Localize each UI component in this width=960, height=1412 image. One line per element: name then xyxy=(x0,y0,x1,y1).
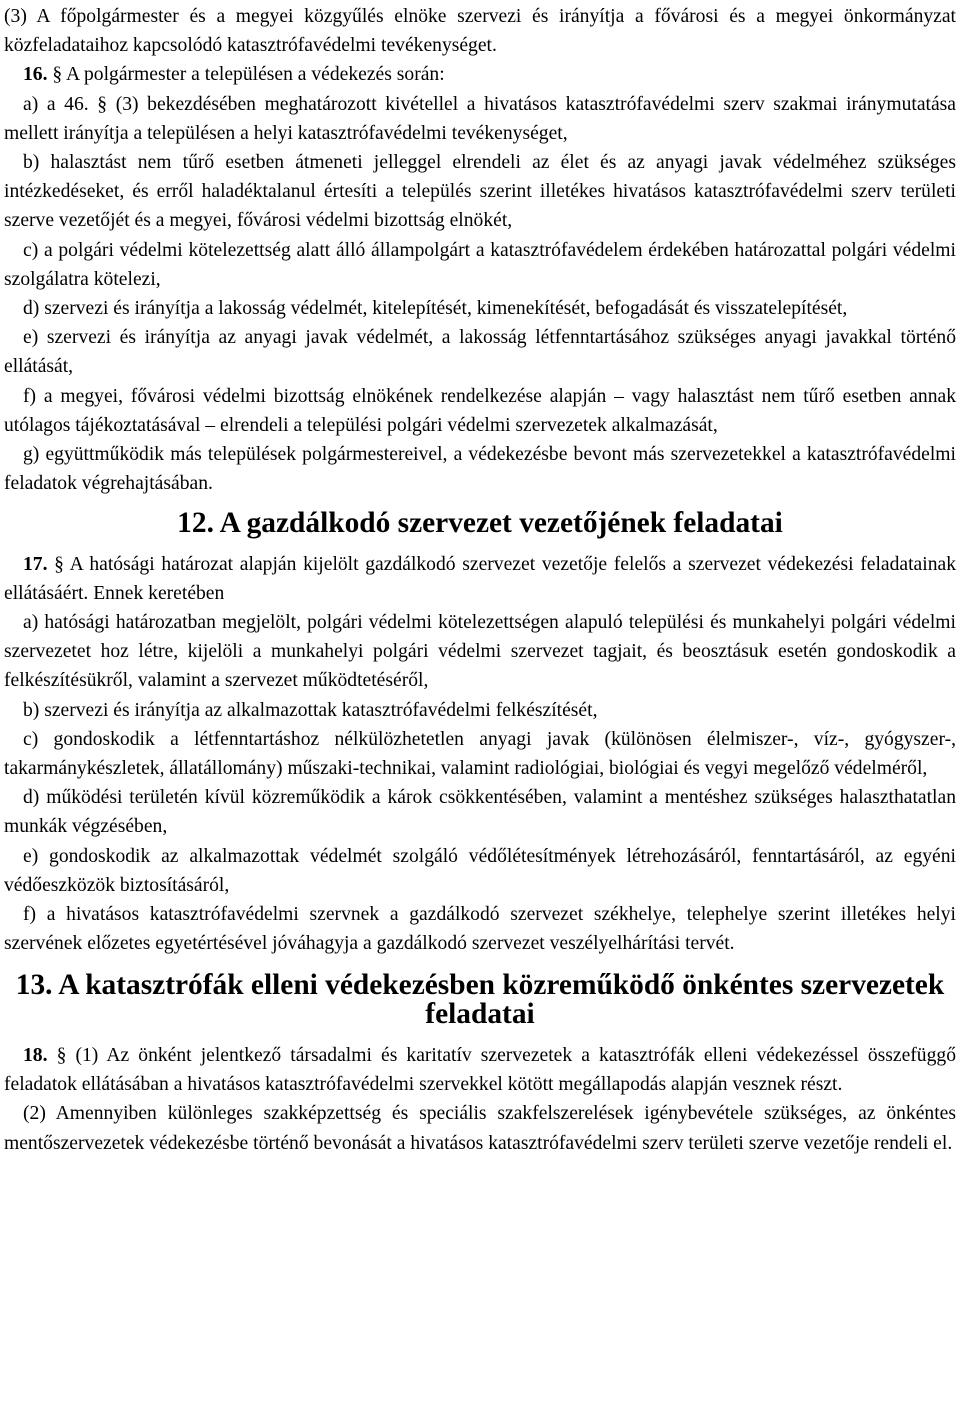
section-17-heading xyxy=(4,550,956,608)
section-16-text: § A polgármester a településen a védekezés során: xyxy=(47,64,445,86)
chapter-12-heading: 12. A gazdálkodó szervezet vezetőjének feladatai xyxy=(177,507,783,540)
section-17-point-c: c) gondoskodik a létfenntartáshoz nélkülözhetetlen anyagi javak (különösen élelmiszer-, víz-, gyógyszer-, takarmánykészletek, állatállomány) műszaki-technikai, valamint radiológiai, biológiai és vegyi megelőző védelméről, xyxy=(4,728,956,780)
paragraph-intro: (3) A főpolgármester és a megyei közgyűlés elnöke szervezi és irányítja a fővárosi és a megyei önkormányzat közfeladataihoz kapcsolódó katasztrófavédelmi tevékenységet. xyxy=(4,6,956,57)
section-18-paragraph-2: (2) Amennyiben különleges szakképzettség és speciális szakfelszerelések igénybevétele szükséges, az önkéntes mentőszervezetek védekezésbe történő bevonását a hivatásos katasztrófavédelmi szerv területi szerve vezetője rendeli el. xyxy=(4,1103,956,1154)
section-18-number: 18. xyxy=(23,1044,48,1066)
section-16-point-g: g) együttműködik más települések polgármestereivel, a védekezésbe bevont más szervezetekkel a katasztrófavédelmi feladatok végrehajtásában. xyxy=(4,444,956,495)
section-17-number: 17. xyxy=(23,553,48,575)
section-17-point-e: e) gondoskodik az alkalmazottak védelmét szolgáló védőlétesítmények létrehozásáról, fenntartásáról, az egyéni védőeszközök biztosításáról, xyxy=(4,845,956,896)
document-page xyxy=(4,2,956,1158)
section-17-point-d: d) működési területén kívül közreműködik a károk csökkentésében, valamint a mentéshez szükséges halaszthatatlan munkák végzésében, xyxy=(4,787,956,838)
chapter-13-heading: 13. A katasztrófák elleni védekezésben közreműködő önkéntes szervezetek feladatai xyxy=(15,968,945,1030)
section-18-heading xyxy=(4,1041,956,1099)
section-17-point-b: b) szervezi és irányítja az alkalmazottak katasztrófavédelmi felkészítését, xyxy=(23,699,598,721)
section-16-point-d: d) szervezi és irányítja a lakosság védelmét, kitelepítését, kimenekítését, befogadását és visszatelepítését, xyxy=(23,298,848,320)
section-16-point-c: c) a polgári védelmi kötelezettség alatt álló állampolgárt a katasztrófavédelem érdekében határozattal polgári védelmi szolgálatra kötelezi, xyxy=(4,239,956,290)
section-17-point-f: f) a hivatásos katasztrófavédelmi szervnek a gazdálkodó szervezet székhelye, telephelye szerint illetékes helyi szervének előzetes egyetértésével jóváhagyja a gazdálkodó szervezet veszélyelhárítási tervét. xyxy=(4,904,956,955)
section-16-heading xyxy=(4,60,956,89)
section-16-point-e: e) szervezi és irányítja az anyagi javak védelmét, a lakosság létfenntartásához szükséges anyagi javakkal történő ellátását, xyxy=(4,327,956,378)
section-17-point-a: a) hatósági határozatban megjelölt, polgári védelmi kötelezettségen alapuló települési és munkahelyi polgári védelmi szervezetet hoz létre, kijelöli a munkahelyi polgári védelmi szervezet tagjait, és beosztásuk esetén gondoskodik a felkészítésükről, valamint a szervezet működtetéséről, xyxy=(4,612,956,692)
section-16-number: 16. xyxy=(23,64,48,86)
section-17-text: § A hatósági határozat alapján kijelölt gazdálkodó szervezet vezetője felelős a szervezet védekezési feladatainak ellátásáért. Ennek keretében xyxy=(4,553,956,604)
section-16-point-a: a) a 46. § (3) bekezdésében meghatározott kivétellel a hivatásos katasztrófavédelmi szerv szakmai iránymutatása mellett irányítja a településen a helyi katasztrófavédelmi tevékenységet, xyxy=(4,93,956,144)
section-16-point-b: b) halasztást nem tűrő esetben átmeneti jelleggel elrendeli az élet és az anyagi javak védelméhez szükséges intézkedéseket, és erről haladéktalanul értesíti a település szerint illetékes hivatásos katasztrófavédelmi szerv területi szerve vezetőjét és a megyei, fővárosi védelmi bizottság elnökét, xyxy=(4,152,956,232)
section-16-point-f: f) a megyei, fővárosi védelmi bizottság elnökének rendelkezése alapján – vagy halasztást nem tűrő esetben annak utólagos tájékoztatásával – elrendeli a települési polgári védelmi szervezetek alkalmazását, xyxy=(4,385,956,436)
section-18-text: § (1) Az önként jelentkező társadalmi és karitatív szervezetek a katasztrófák elleni védekezéssel összefüggő feladatok ellátásában a hivatásos katasztrófavédelmi szervekkel kötött megállapodás alapján vesznek részt. xyxy=(4,1044,956,1096)
